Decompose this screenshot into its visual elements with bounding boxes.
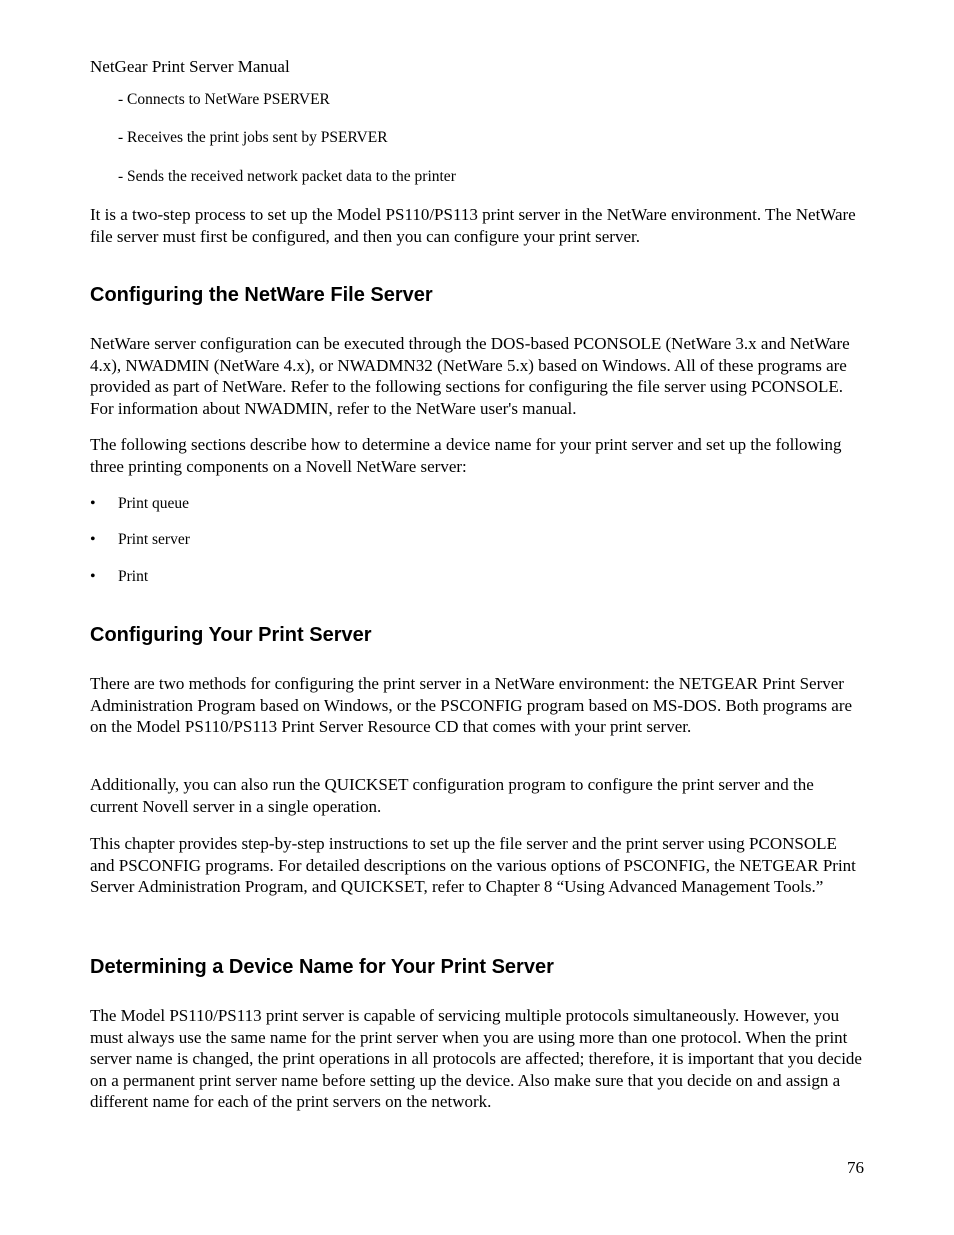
section-heading-device-name: Determining a Device Name for Your Print Server — [90, 956, 554, 978]
bullet-icon: • — [90, 495, 96, 512]
section-heading-file-server: Configuring the NetWare File Server — [90, 284, 433, 306]
bullet-item-print: Print — [118, 568, 149, 585]
intro-item-connects: - Connects to NetWare PSERVER — [118, 91, 330, 108]
paragraph-two-methods: There are two methods for configuring the print server in a NetWare environment: the NETGEAR Print Server Administration Program based on Windows, or the PSCONFIG program based on MS-DOS. Both programs are on the Model PS110/PS113 Print Server Resource CD that comes with your print server. — [90, 674, 853, 736]
bullet-item-print-queue: Print queue — [118, 495, 190, 512]
paragraph-netware-config: NetWare server configuration can be executed through the DOS-based PCONSOLE (NetWare 3.x and NetWare 4.x), NWADMIN (NetWare 4.x), or NWADMN32 (NetWare 5.x) based on Windows. All of these programs are provided as part of NetWare. Refer to the following sections for configuring the file server using PCONSOLE. For information about NWADMIN, refer to the NetWare user's manual. — [90, 334, 850, 418]
intro-paragraph: It is a two-step process to set up the Model PS110/PS113 print server in the NetWare environment. The NetWare file server must first be configured, and then you can configure your print server. — [90, 205, 856, 246]
paragraph-quickset: Additionally, you can also run the QUICKSET configuration program to configure the print server and the current Novell server in a single operation. — [90, 775, 814, 816]
paragraph-device-name: The Model PS110/PS113 print server is capable of servicing multiple protocols simultaneously. However, you must always use the same name for the print server when you are using more than one protocol. When the print server name is changed, the print operations in all protocols are affected; therefore, it is important that you decide on a permanent print server name before setting up the device. Also make sure that you decide on and assign a different name for each of the print servers on the network. — [90, 1006, 862, 1111]
running-header: NetGear Print Server Manual — [90, 57, 290, 76]
paragraph-following-sections: The following sections describe how to determine a device name for your print server and set up the following three printing components on a Novell NetWare server: — [90, 435, 842, 476]
page-number: 76 — [847, 1158, 864, 1177]
bullet-icon: • — [90, 531, 96, 548]
section-heading-print-server: Configuring Your Print Server — [90, 624, 372, 646]
intro-item-receives: - Receives the print jobs sent by PSERVER — [118, 129, 388, 146]
bullet-item-print-server: Print server — [118, 531, 190, 548]
paragraph-chapter-instructions: This chapter provides step-by-step instructions to set up the file server and the print server using PCONSOLE and PSCONFIG programs. For detailed descriptions on the various options of PSCONFIG, the NETGEAR Print Server Administration Program, and QUICKSET, refer to Chapter 8 “Using Advanced Management Tools.” — [90, 834, 856, 896]
intro-item-sends: - Sends the received network packet data to the printer — [118, 168, 456, 185]
bullet-icon: • — [90, 568, 96, 585]
